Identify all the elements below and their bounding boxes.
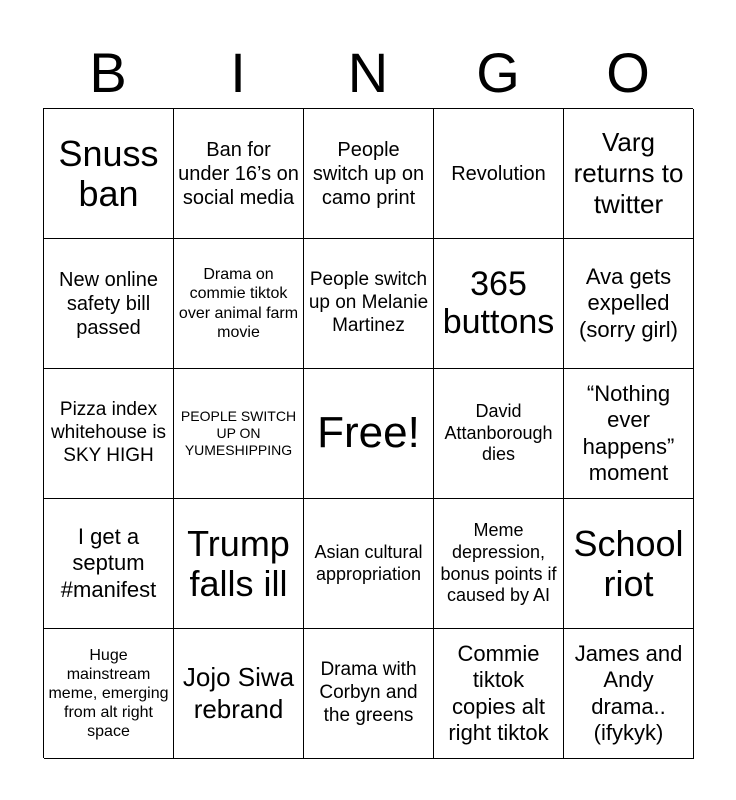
header-letter-i: I [230, 41, 246, 104]
bingo-cell[interactable]: I get a septum #manifest [44, 499, 174, 629]
bingo-cell[interactable]: Ban for under 16’s on social media [174, 109, 304, 239]
bingo-cell[interactable]: Trump falls ill [174, 499, 304, 629]
bingo-cell[interactable]: Drama with Corbyn and the greens [304, 629, 434, 759]
bingo-cell[interactable]: Pizza index whitehouse is SKY HIGH [44, 369, 174, 499]
bingo-cell[interactable]: 365 buttons [434, 239, 564, 369]
bingo-cell[interactable]: Huge mainstream meme, emerging from alt right space [44, 629, 174, 759]
bingo-cell[interactable]: Asian cultural appropriation [304, 499, 434, 629]
bingo-cell[interactable]: Snuss ban [44, 109, 174, 239]
bingo-cell[interactable]: Varg returns to twitter [564, 109, 694, 239]
header-letter-n: N [347, 41, 389, 104]
bingo-cell[interactable]: David Attanborough dies [434, 369, 564, 499]
bingo-cell[interactable]: “Nothing ever happens” moment [564, 369, 694, 499]
bingo-cell[interactable]: Revolution [434, 109, 564, 239]
bingo-cell[interactable]: Drama on commie tiktok over animal farm movie [174, 239, 304, 369]
bingo-cell-free[interactable]: Free! [304, 369, 434, 499]
bingo-header [43, 38, 693, 108]
bingo-cell[interactable]: People switch up on camo print [304, 109, 434, 239]
bingo-cell[interactable]: James and Andy drama.. (ifykyk) [564, 629, 694, 759]
bingo-cell[interactable]: Meme depression, bonus points if caused by AI [434, 499, 564, 629]
header-letter-o: O [606, 41, 650, 104]
bingo-cell[interactable]: Jojo Siwa rebrand [174, 629, 304, 759]
bingo-cell[interactable]: PEOPLE SWITCH UP ON YUMESHIPPING [174, 369, 304, 499]
bingo-cell[interactable]: New online safety bill passed [44, 239, 174, 369]
header-letter-b: B [89, 41, 127, 104]
bingo-cell[interactable]: Commie tiktok copies alt right tiktok [434, 629, 564, 759]
bingo-cell[interactable]: Ava gets expelled (sorry girl) [564, 239, 694, 369]
bingo-cell[interactable]: School riot [564, 499, 694, 629]
header-letter-g: G [476, 41, 520, 104]
bingo-cell[interactable]: People switch up on Melanie Martinez [304, 239, 434, 369]
bingo-grid [43, 108, 693, 758]
